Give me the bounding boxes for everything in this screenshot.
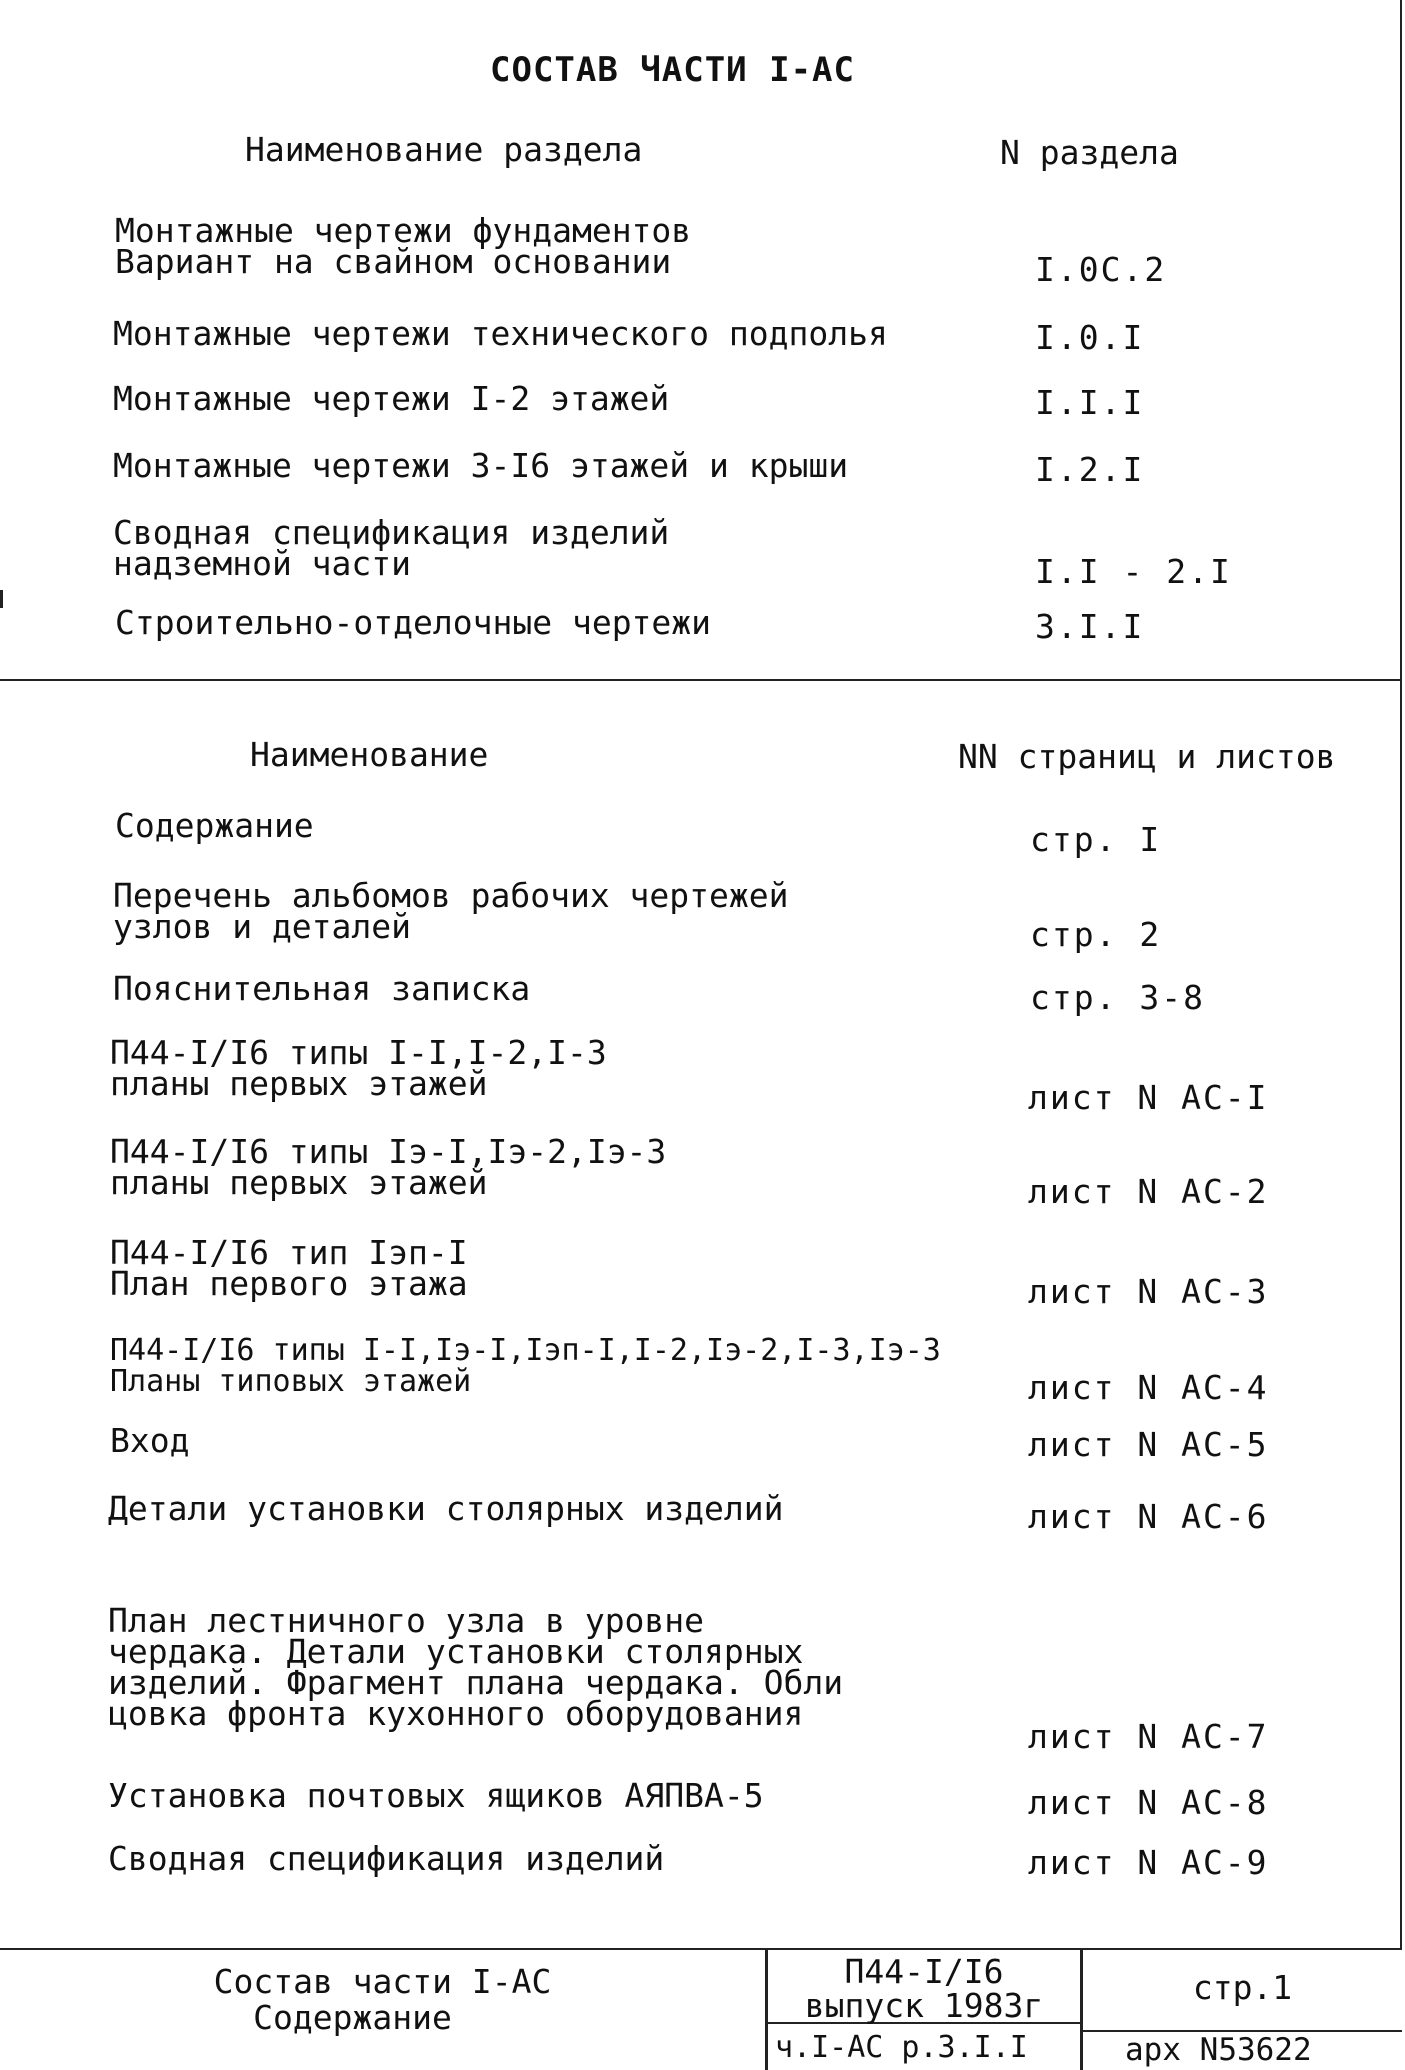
contents-row-10 [108,1601,844,1733]
stamp-page: стр.1 [1192,1968,1293,2007]
section-row-1 [115,211,692,281]
contents-ref: стр. 2 [1030,915,1162,954]
contents-line: чердака. Детали установки столярных [108,1632,804,1671]
section-code: I.I.I [1035,383,1145,422]
section-code: I.0С.2 [1035,250,1167,289]
stamp-name: Состав части I-АС [213,1962,552,2001]
contents-row-12: Сводная спецификация изделий [108,1839,665,1878]
right-border [1400,0,1402,1950]
contents-line: Планы типовых этажей [110,1364,472,1399]
stamp-section-ref: ч.I-АС р.3.I.I [775,2030,1028,2065]
section-code: I.0.I [1035,318,1145,357]
section-name-cont: Вариант на свайном основании [115,242,672,281]
section-code: 3.I.I [1035,607,1145,646]
contents-ref: лист N АС-4 [1028,1368,1269,1407]
contents-ref: стр. 3-8 [1030,978,1205,1017]
contents-row-6 [110,1233,468,1303]
contents-ref: лист N АС-2 [1028,1172,1269,1211]
section-code: I.I - 2.I [1035,552,1232,591]
section-divider [0,679,1402,681]
contents-row-3: Пояснительная записка [113,969,531,1008]
contents-ref: лист N АС-3 [1028,1272,1269,1311]
title-block-stamp [0,1948,1402,2070]
contents-row-1: Содержание [115,806,314,845]
contents-row-2 [113,876,789,946]
contents-ref: лист N АС-7 [1028,1717,1269,1756]
section-code: I.2.I [1035,450,1145,489]
contents-line: П44-I/I6 типы I-I,I-2,I-3 [110,1033,607,1072]
section-name: Сводная спецификация изделий [113,513,670,552]
stamp-issue: выпуск 1983г [804,1986,1044,2025]
section-name: Монтажные чертежи фундаментов [115,211,692,250]
stamp-subtitle: Содержание [253,1998,452,2037]
contents-header-name: Наименование [250,735,489,774]
contents-row-7 [110,1335,941,1397]
contents-ref: стр. I [1030,820,1162,859]
stamp-archive: арх N53622 [1125,2032,1312,2068]
page-title: СОСТАВ ЧАСТИ I-АС [490,50,855,90]
contents-line: планы первых этажей [110,1064,488,1103]
section-row-3: Монтажные чертежи I-2 этажей [113,379,670,418]
section-row-5 [113,513,670,583]
contents-line: изделий. Фрагмент плана чердака. Обли [108,1663,844,1702]
contents-row-8: Вход [110,1421,190,1460]
contents-line: планы первых этажей [110,1163,488,1202]
contents-line: Перечень альбомов рабочих чертежей [113,876,789,915]
contents-row-11: Установка почтовых ящиков АЯПВА-5 [108,1776,764,1815]
contents-header-pages: NN страниц и листов [958,737,1336,776]
contents-ref: лист N АС-I [1028,1078,1269,1117]
contents-ref: лист N АС-6 [1028,1497,1269,1536]
contents-line: План первого этажа [110,1264,468,1303]
section-row-6: Строительно-отделочные чертежи [115,603,712,642]
contents-ref: лист N АС-9 [1028,1843,1269,1882]
contents-line: П44-I/I6 типы Iэ-I,Iэ-2,Iэ-3 [110,1132,667,1171]
contents-line: План лестничного узла в уровне [108,1601,705,1640]
contents-line: цовка фронта кухонного оборудования [108,1694,804,1733]
contents-row-5 [110,1132,667,1202]
contents-ref: лист N АС-5 [1028,1425,1269,1464]
stamp-project: П44-I/I6 [844,1952,1004,1991]
contents-line: узлов и деталей [113,907,412,946]
contents-line: П44-I/I6 тип Iэп-I [110,1233,468,1272]
sections-header-name: Наименование раздела [245,130,643,169]
section-row-2: Монтажные чертежи технического подполья [113,314,888,353]
sections-header-number: N раздела [1000,133,1179,172]
contents-row-4 [110,1033,607,1103]
contents-ref: лист N АС-8 [1028,1783,1269,1822]
section-name-cont: надземной части [113,544,412,583]
section-row-4: Монтажные чертежи 3-I6 этажей и крыши [113,446,849,485]
contents-row-9: Детали установки столярных изделий [108,1489,784,1528]
contents-line: П44-I/I6 типы I-I,Iэ-I,Iэп-I,I-2,Iэ-2,I-3,Iэ-3 [110,1333,941,1368]
margin-tick [0,590,3,608]
